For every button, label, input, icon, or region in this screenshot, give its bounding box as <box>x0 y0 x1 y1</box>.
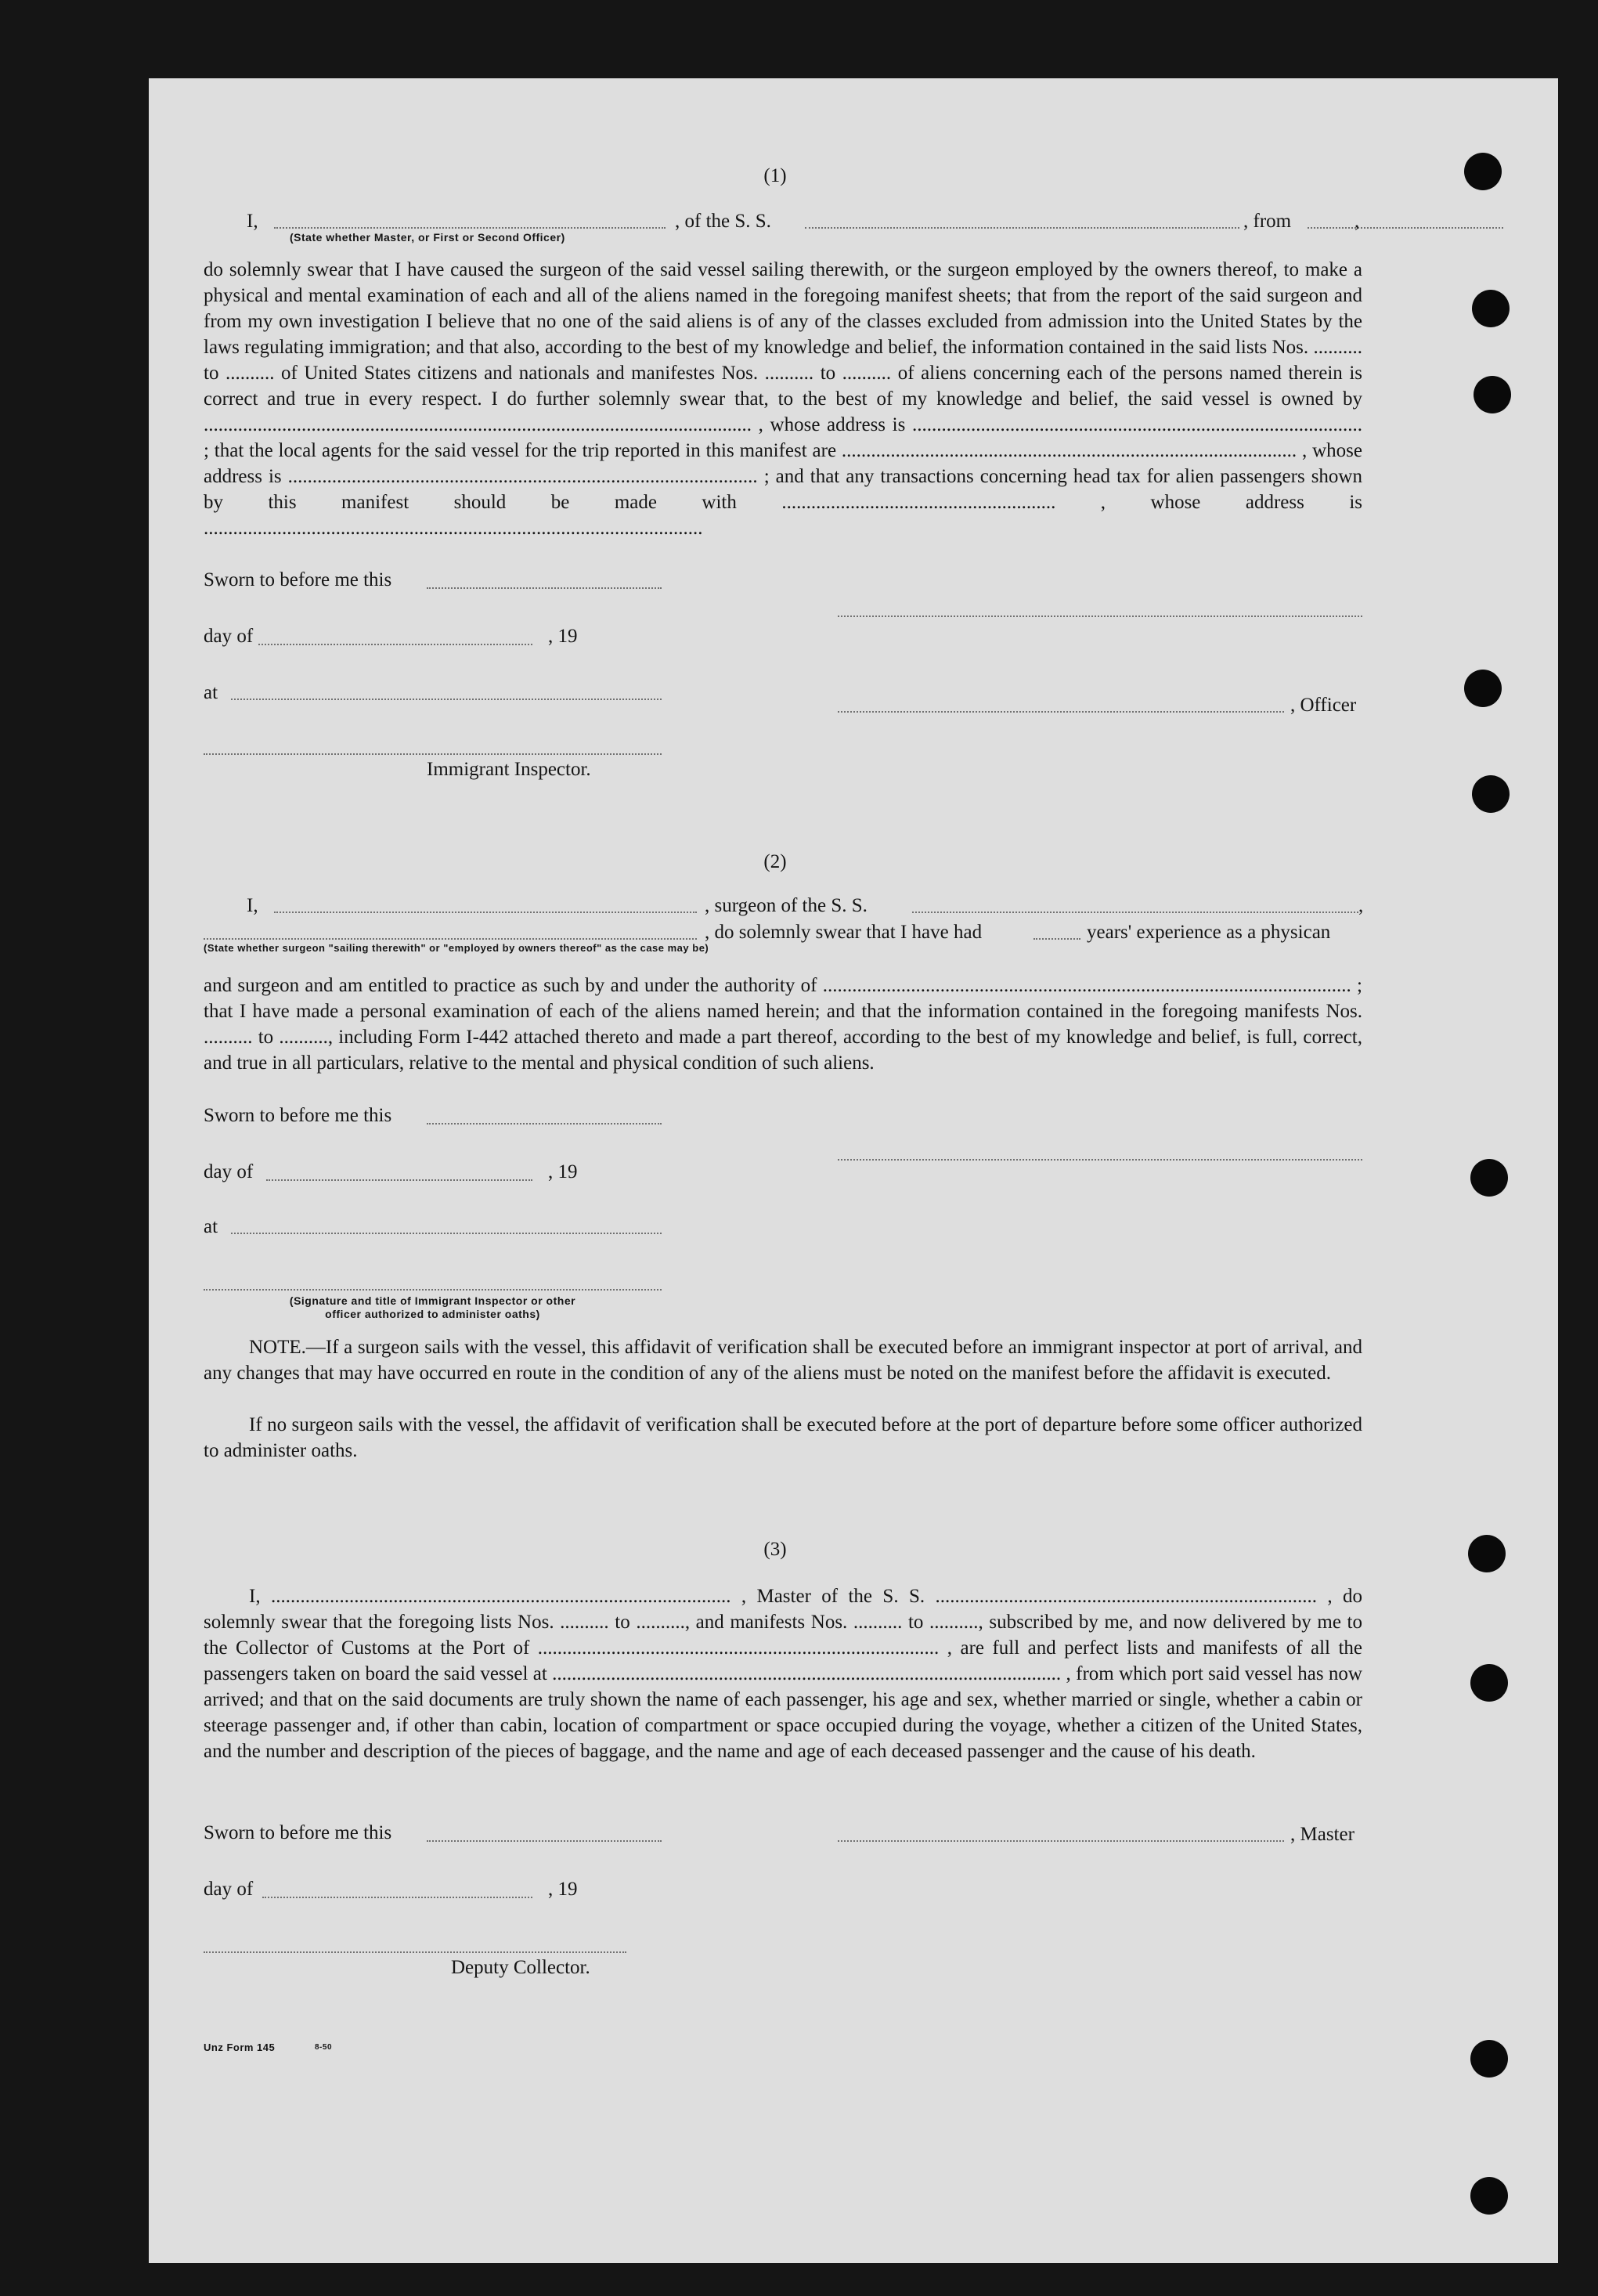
year-label-2: , 19 <box>548 1161 578 1182</box>
at-label-2: at <box>204 1216 218 1237</box>
oath-i-label: I, <box>247 211 258 232</box>
from-port-line <box>1308 227 1503 229</box>
at-line-2 <box>231 1233 662 1234</box>
sworn-label-3: Sworn to before me this <box>204 1822 392 1843</box>
day-of-line-1 <box>258 644 532 645</box>
section-3-oath-text: I, .............................................................................................. , Master of the S. S. .............................................................................. , do solemnly swear that the foregoing lists Nos. .......... to .........., and manifests Nos. .......... to .........., subscribed by me, and now delivered by me to the Collector of Customs at the Port of .................................................................................. , are full and perfect lists and manifests of all the passengers taken on board the said vessel at ........................................................................................................ , from which port said vessel has now arrived; and that on the said documents are truly shown the name of each passenger, his age and sex, whether married or single, whether a cabin or steerage passenger and, if other than cabin, location of compartment or space occupied during the voyage, whether a citizen of the United States, and the number and description of the pieces of baggage, and the name and age of each deceased passenger and the cause of his death. <box>204 1586 1362 1762</box>
punch-hole <box>1470 2177 1508 2215</box>
day-of-label-1: day of <box>204 626 254 647</box>
immigrant-inspector-label: Immigrant Inspector. <box>427 759 591 780</box>
form-page <box>149 78 1558 2263</box>
line-end-comma: , <box>1355 211 1360 232</box>
vessel-name-line <box>805 227 1239 229</box>
surgeon-of-label: , surgeon of the S. S. <box>705 895 868 916</box>
day-of-line-3 <box>262 1897 532 1898</box>
deputy-collector-label: Deputy Collector. <box>451 1957 590 1978</box>
no-surgeon-note-paragraph: If no surgeon sails with the vessel, the affidavit of verification shall be executed before at the port of departure before some officer authorized to administer oaths. <box>204 1414 1362 1461</box>
section-1-number: (1) <box>763 165 787 186</box>
sworn-label-1: Sworn to before me this <box>204 569 392 590</box>
officer-signature-top-line <box>838 616 1362 617</box>
at-label-1: at <box>204 682 218 703</box>
of-ss-label: , of the S. S. <box>675 211 771 232</box>
punch-hole <box>1472 290 1510 327</box>
years-line <box>1033 938 1080 940</box>
year-label-3: , 19 <box>548 1879 578 1900</box>
punch-hole <box>1464 153 1502 190</box>
inspector-signature-line-2 <box>204 1289 662 1291</box>
sworn-date-line-3 <box>427 1840 662 1842</box>
punch-hole <box>1472 775 1510 813</box>
inspector-signature-line-1 <box>204 753 662 755</box>
officer-signature-line <box>838 711 1284 713</box>
surgeon-line-end: , <box>1358 895 1364 916</box>
master-label: , Master <box>1290 1824 1355 1845</box>
master-signature-line <box>838 1840 1284 1842</box>
surgeon-name-line <box>274 912 697 913</box>
surgeon-status-note: (State whether surgeon "sailing therewith" or "employed by owners thereof" as the case may be) <box>204 942 709 954</box>
master-officer-note: (State whether Master, or First or Second Officer) <box>290 231 565 244</box>
punch-hole <box>1464 670 1502 707</box>
years-experience-label: years' experience as a physican <box>1087 922 1331 943</box>
officer-label: , Officer <box>1290 695 1357 716</box>
punch-hole <box>1474 376 1511 413</box>
section-2-oath-text: and surgeon and am entitled to practice as such by and under the authority of ............................................................................................................ ; that I have made a personal examination of each of the aliens named herein; and that the information contained in the foregoing manifests Nos. .......... to .........., including Form I-442 attached thereto and made a part thereof, according to the best of my knowledge and belief, is full, correct, and true in all particulars, relative to the mental and physical condition of such aliens. <box>204 975 1362 1074</box>
form-number: Unz Form 145 <box>204 2041 276 2053</box>
sworn-date-line-2 <box>427 1123 662 1125</box>
at-line-1 <box>231 699 662 700</box>
solemnly-swear-label: , do solemnly swear that I have had <box>705 922 983 943</box>
form-date: 8-50 <box>315 2043 333 2052</box>
day-of-label-2: day of <box>204 1161 254 1182</box>
section-3-number: (3) <box>763 1539 787 1560</box>
deputy-signature-line <box>204 1951 626 1953</box>
surgeon-vessel-line <box>912 912 1358 913</box>
year-label-1: , 19 <box>548 626 578 647</box>
name-line <box>274 227 666 229</box>
signature-title-note-1: (Signature and title of Immigrant Inspector or other <box>289 1294 576 1307</box>
day-of-label-3: day of <box>204 1879 254 1900</box>
day-of-line-2 <box>266 1179 532 1181</box>
sworn-date-line-1 <box>427 587 662 589</box>
from-label: , from <box>1243 211 1292 232</box>
section-1-oath-text: do solemnly swear that I have caused the surgeon of the said vessel sailing therewith, or the surgeon employed by the owners thereof, to make a physical and mental examination of each and all of the aliens named in the foregoing manifest sheets; that from the report of the said surgeon and from my own investigation I believe that no one of the said aliens is of any of the classes excluded from admission into the United States by the laws regulating immigration; and that also, according to the best of my knowledge and belief, the information contained in the said lists Nos. .......... to .......... of United States citizens and nationals and manifestes Nos. .......... to .......... of aliens concerning each of the persons named therein is correct and true in every respect. I do further solemnly swear that, to the best of my knowledge and belief, the said vessel is owned by ................................................................................................................ , whose address is ............................................................................................ ; that the local agents for the said vessel for the trip reported in this manifest are ............................................................................................. , whose address is ................................................................................................ ; and that any transactions concerning head tax for alien passengers shown by this manifest should be made with ........................................................ , whose address is ...................................................................................................... <box>204 259 1362 539</box>
punch-hole <box>1470 1664 1508 1702</box>
sworn-label-2: Sworn to before me this <box>204 1105 392 1126</box>
punch-hole <box>1468 1535 1506 1572</box>
surgeon-signature-line <box>838 1159 1362 1161</box>
surgeon-i-label: I, <box>247 895 258 916</box>
surgeon-status-line <box>204 938 697 940</box>
punch-hole <box>1470 2040 1508 2078</box>
section-2-number: (2) <box>763 851 787 872</box>
signature-title-note-2: officer authorized to administer oaths) <box>325 1308 540 1320</box>
punch-hole <box>1470 1159 1508 1197</box>
surgeon-note-paragraph: NOTE.—If a surgeon sails with the vessel, this affidavit of verification shall be executed before an immigrant inspector at port of arrival, and any changes that may have occurred en route in the condition of any of the aliens must be noted on the manifest before the affidavit is executed. <box>204 1337 1362 1384</box>
